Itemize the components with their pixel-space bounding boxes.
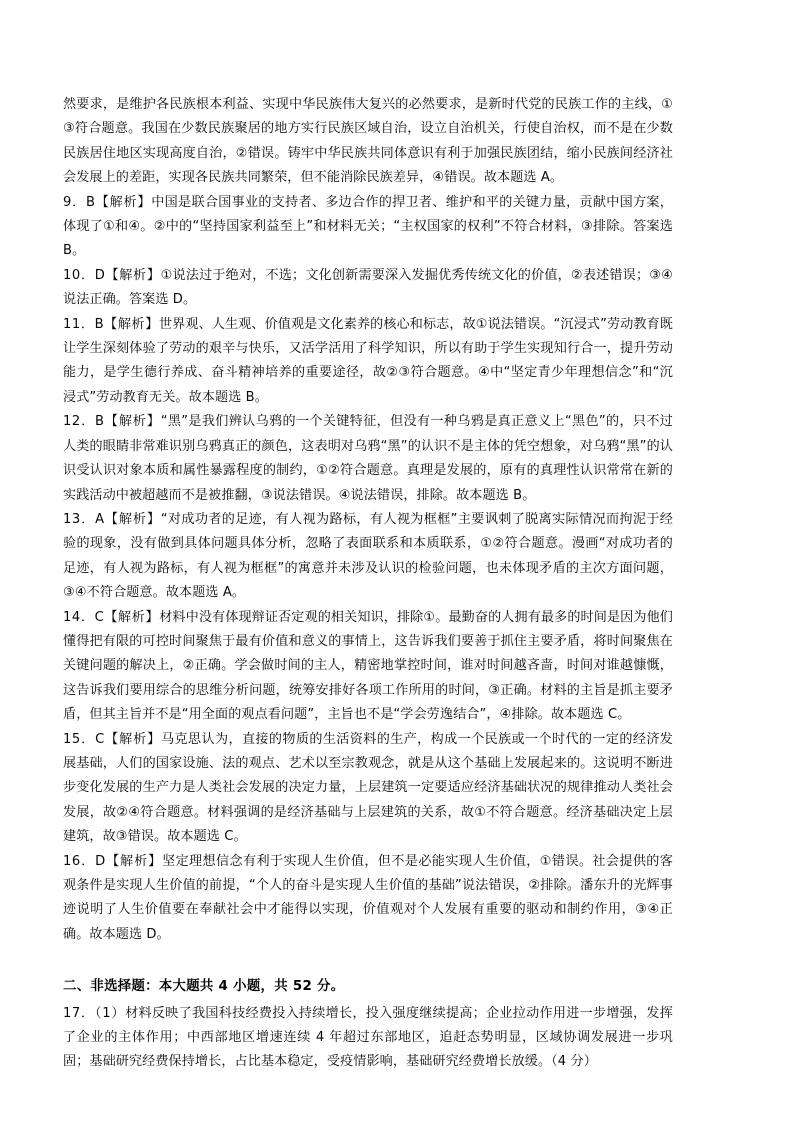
answer-item-15-body: 马克思认为，直接的物质的生活资料的生产，构成一个民族或一个时代的一定的经济发展基础，人们的国家设施、法的观点、艺术以至宗教观念，就是从这个基础上发展起来的。这说明不断进步变化发展的生产力是人类社会发展的决定力量，上层建筑一定要适应经济基础状况的规律推动人类社会发展，故②④符合题意。材料强调的是经济基础与上层建筑的关系，故①不符合题意。经济基础决定上层建筑，故③错误。故本题选 C。 xyxy=(63,731,673,845)
section-spacer xyxy=(63,947,673,975)
continued-explanation-paragraph: 然要求，是维护各民族根本利益、实现中华民族伟大复兴的必然要求，是新时代党的民族工作的主线，①③符合题意。我国在少数民族聚居的地方实行民族区域自治，设立自治机关，行使自治权，而不是在少数民族居住地区实现高度自治，②错误。铸牢中华民族共同体意识有利于加强民族团结，缩小民族间经济社会发展上的差距，实现各民族共同繁荣，但不能消除民族差异，④错误。故本题选 A。 xyxy=(63,97,673,186)
answer-item-11 xyxy=(63,313,673,411)
answer-item-12-lead: 12．B【解析】 xyxy=(63,414,161,430)
answer-item-12 xyxy=(63,410,673,508)
answer-item-15 xyxy=(63,728,673,850)
answer-item-9 xyxy=(63,191,673,264)
answer-item-9-body: 中国是联合国事业的支持者、多边合作的捍卫者、维护和平的关键力量，贡献中国方案，体现了①和④。②中的“坚持国家利益至上”和材料无关；“主权国家的权利”不符合材料，③排除。答案选 B。 xyxy=(63,194,673,259)
answer-item-14 xyxy=(63,606,673,728)
answer-item-13 xyxy=(63,508,673,606)
answer-item-16 xyxy=(63,850,673,948)
page-content xyxy=(63,93,673,1075)
answer-item-13-body: “对成功者的足迹，有人视为路标，有人视为框框”主要讽刺了脱离实际情况而拘泥于经验的现象，没有做到具体问题具体分析，忽略了表面联系和本质联系，①②符合题意。漫画“对成功者的足迹，有人视为路标，有人视为框框”的寓意并未涉及认识的检验问题，也未体现矛盾的主次方面问题，③④不符合题意。故本题选 A。 xyxy=(63,511,673,601)
non-choice-item-17 xyxy=(63,1002,673,1075)
non-choice-item-17-lead: 17．（1） xyxy=(63,1005,126,1021)
answer-item-15-lead: 15．C【解析】 xyxy=(63,731,162,747)
answer-item-9-lead: 9．B【解析】 xyxy=(63,194,152,210)
answer-item-11-lead: 11．B【解析】 xyxy=(63,316,159,332)
answer-item-12-body: “黑”是我们辨认乌鸦的一个关键特征，但没有一种乌鸦是真正意义上“黑色”的，只不过人类的眼睛非常难识别乌鸦真正的颜色，这表明对乌鸦“黑”的认识不是主体的凭空想象，对乌鸦“黑”的认识受认识对象本质和属性暴露程度的制约，①②符合题意。真理是发展的，原有的真理性认识常常在新的实践活动中被超越而不是被推翻，③说法错误。④说法错误，排除。故本题选 B。 xyxy=(63,414,673,503)
answer-item-14-lead: 14．C【解析】 xyxy=(63,609,160,625)
answer-item-13-lead: 13．A【解析】 xyxy=(63,511,161,527)
answer-item-10-lead: 10．D【解析】 xyxy=(63,267,161,283)
answer-item-16-body: 坚定理想信念有利于实现人生价值，但不是必能实现人生价值，①错误。社会提供的客观条件是实现人生价值的前提，“个人的奋斗是实现人生价值的基础”说法错误，②排除。潘东升的光辉事迹说明了人生价值要在奉献社会中才能得以实现，价值观对个人发展有重要的驱动和制约作用，③④正确。故本题选 D。 xyxy=(63,853,673,942)
answer-item-10-body: ①说法过于绝对，不选；文化创新需要深入发掘优秀传统文化的价值，②表述错误；③④说法正确。答案选 D。 xyxy=(63,267,674,308)
non-choice-item-17-body: 材料反映了我国科技经费投入持续增长，投入强度继续提高；企业拉动作用进一步增强，发挥了企业的主体作用；中西部地区增速连续 4 年超过东部地区，追赶态势明显，区域协调发展进一步巩固；基础研究经费保持增长，占比基本稳定，受疫情影响，基础研究经费增长放缓。（4 分） xyxy=(63,1005,673,1070)
answer-item-14-body: 材料中没有体现辩证否定观的相关知识，排除①。最勤奋的人拥有最多的时间是因为他们懂得把有限的可控时间聚焦于最有价值和意义的事情上，这告诉我们要善于抓住主要矛盾，将时间聚焦在关键问题的解决上，②正确。学会做时间的主人，精密地掌控时间，谁对时间越吝啬，时间对谁越慷慨，这告诉我们要用综合的思维分析问题，统筹安排好各项工作所用的时间，③正确。材料的主旨是抓主要矛盾，但其主旨并不是“用全面的观点看问题”，主旨也不是“学会劳逸结合”，④排除。故本题选 C。 xyxy=(63,609,673,723)
answer-item-10 xyxy=(63,264,673,313)
non-choice-section-heading: 二、非选择题：本大题共 4 小题，共 52 分。 xyxy=(63,979,345,995)
answer-item-16-lead: 16．D【解析】 xyxy=(63,853,163,869)
answer-item-11-body: 世界观、人生观、价值观是文化素养的核心和标志，故①说法错误。“沉浸式”劳动教育既让学生深刻体验了劳动的艰辛与快乐，又活学活用了科学知识，所以有助于学生实现知行合一，提升劳动能力，是学生德行养成、奋斗精神培养的重要途径，故②③符合题意。④中“坚定青少年理想信念”和“沉浸式”劳动教育无关。故本题选 B。 xyxy=(63,316,673,405)
